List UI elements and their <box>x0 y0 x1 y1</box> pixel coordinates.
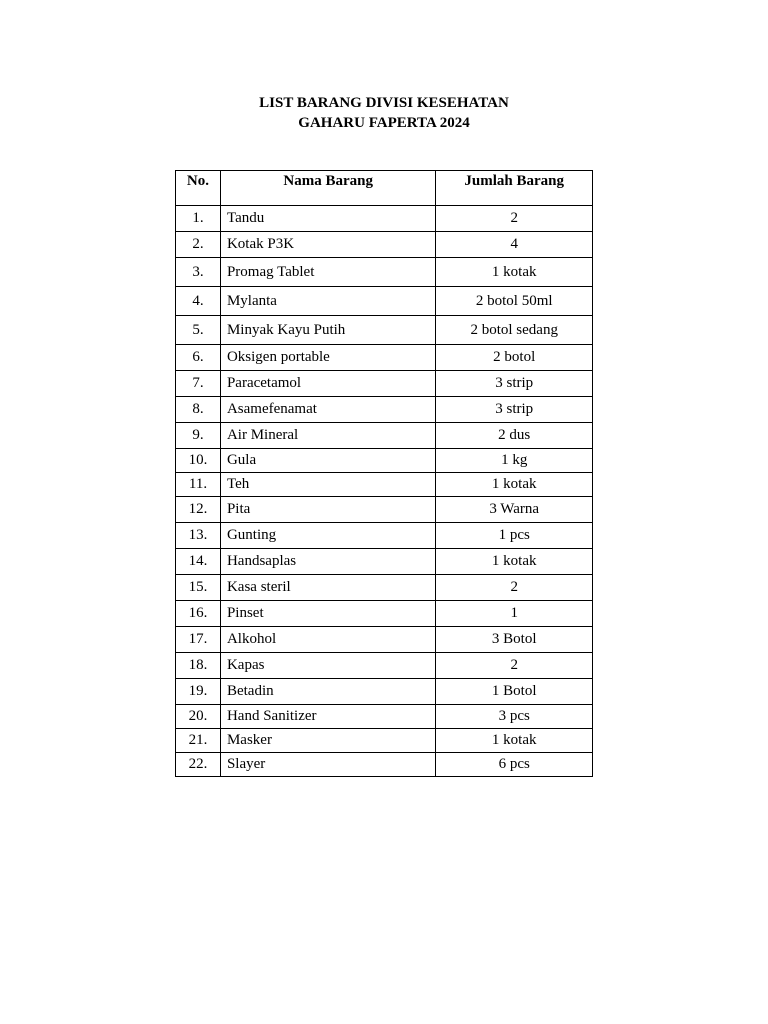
title-line-1: LIST BARANG DIVISI KESEHATAN <box>259 95 509 111</box>
row-number: 6. <box>176 345 221 371</box>
item-quantity: 3 Botol <box>436 627 593 653</box>
table-row <box>176 371 593 397</box>
table-row <box>176 423 593 449</box>
item-quantity: 1 kotak <box>436 729 593 753</box>
table-header-row <box>176 171 593 206</box>
row-number: 22. <box>176 753 221 777</box>
table-row <box>176 258 593 287</box>
row-number: 1. <box>176 206 221 232</box>
item-name: Hand Sanitizer <box>220 705 435 729</box>
table-row <box>176 653 593 679</box>
row-number: 15. <box>176 575 221 601</box>
table-row <box>176 627 593 653</box>
item-quantity: 6 pcs <box>436 753 593 777</box>
item-quantity: 2 botol sedang <box>436 316 593 345</box>
item-quantity: 2 dus <box>436 423 593 449</box>
item-quantity: 3 pcs <box>436 705 593 729</box>
row-number: 10. <box>176 449 221 473</box>
item-name: Promag Tablet <box>220 258 435 287</box>
row-number: 3. <box>176 258 221 287</box>
table-row <box>176 449 593 473</box>
header-name: Nama Barang <box>220 171 435 206</box>
table-row <box>176 575 593 601</box>
item-quantity: 2 <box>436 653 593 679</box>
row-number: 11. <box>176 473 221 497</box>
item-name: Handsaplas <box>220 549 435 575</box>
table-row <box>176 232 593 258</box>
row-number: 12. <box>176 497 221 523</box>
item-quantity: 1 Botol <box>436 679 593 705</box>
item-name: Oksigen portable <box>220 345 435 371</box>
item-name: Asamefenamat <box>220 397 435 423</box>
row-number: 8. <box>176 397 221 423</box>
item-name: Kotak P3K <box>220 232 435 258</box>
item-name: Kasa steril <box>220 575 435 601</box>
row-number: 18. <box>176 653 221 679</box>
item-name: Masker <box>220 729 435 753</box>
item-name: Kapas <box>220 653 435 679</box>
item-quantity: 3 Warna <box>436 497 593 523</box>
item-name: Pita <box>220 497 435 523</box>
table-row <box>176 549 593 575</box>
title-line-2: GAHARU FAPERTA 2024 <box>298 115 470 131</box>
item-quantity: 2 <box>436 206 593 232</box>
item-quantity: 1 kotak <box>436 258 593 287</box>
item-name: Tandu <box>220 206 435 232</box>
item-name: Betadin <box>220 679 435 705</box>
row-number: 19. <box>176 679 221 705</box>
item-quantity: 1 <box>436 601 593 627</box>
table-row <box>176 345 593 371</box>
header-qty: Jumlah Barang <box>436 171 593 206</box>
table-row <box>176 473 593 497</box>
row-number: 20. <box>176 705 221 729</box>
table-row <box>176 601 593 627</box>
row-number: 2. <box>176 232 221 258</box>
row-number: 7. <box>176 371 221 397</box>
row-number: 4. <box>176 287 221 316</box>
table-row <box>176 206 593 232</box>
item-quantity: 4 <box>436 232 593 258</box>
item-name: Slayer <box>220 753 435 777</box>
item-quantity: 2 botol 50ml <box>436 287 593 316</box>
page-title <box>0 93 768 133</box>
row-number: 16. <box>176 601 221 627</box>
row-number: 9. <box>176 423 221 449</box>
item-name: Alkohol <box>220 627 435 653</box>
item-name: Mylanta <box>220 287 435 316</box>
row-number: 13. <box>176 523 221 549</box>
table-row <box>176 287 593 316</box>
table-row <box>176 753 593 777</box>
item-name: Gunting <box>220 523 435 549</box>
table-row <box>176 679 593 705</box>
table-row <box>176 397 593 423</box>
item-quantity: 2 botol <box>436 345 593 371</box>
item-name: Minyak Kayu Putih <box>220 316 435 345</box>
item-quantity: 1 kotak <box>436 473 593 497</box>
item-name: Pinset <box>220 601 435 627</box>
item-name: Gula <box>220 449 435 473</box>
item-name: Air Mineral <box>220 423 435 449</box>
row-number: 17. <box>176 627 221 653</box>
item-quantity: 3 strip <box>436 397 593 423</box>
item-quantity: 1 pcs <box>436 523 593 549</box>
table-row <box>176 705 593 729</box>
item-quantity: 1 kg <box>436 449 593 473</box>
item-quantity: 3 strip <box>436 371 593 397</box>
item-quantity: 2 <box>436 575 593 601</box>
row-number: 5. <box>176 316 221 345</box>
table-row <box>176 729 593 753</box>
item-name: Paracetamol <box>220 371 435 397</box>
table-row <box>176 497 593 523</box>
item-quantity: 1 kotak <box>436 549 593 575</box>
items-table <box>175 170 593 777</box>
table-row <box>176 523 593 549</box>
header-no: No. <box>176 171 221 206</box>
row-number: 21. <box>176 729 221 753</box>
row-number: 14. <box>176 549 221 575</box>
item-name: Teh <box>220 473 435 497</box>
table-row <box>176 316 593 345</box>
